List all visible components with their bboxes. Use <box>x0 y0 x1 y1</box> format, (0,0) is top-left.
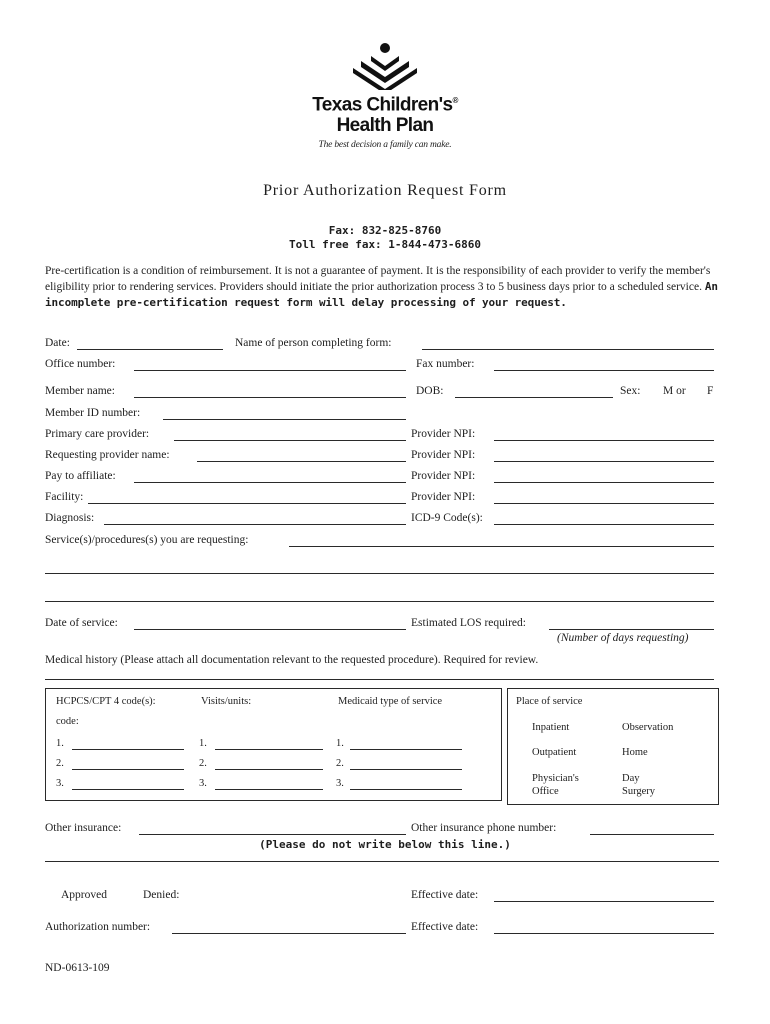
facility-field[interactable] <box>88 503 406 504</box>
pcp-npi-field[interactable] <box>494 440 714 441</box>
diagnosis-label: Diagnosis: <box>45 512 95 524</box>
hcpcs-2-field[interactable] <box>72 769 184 770</box>
requesting-npi-field[interactable] <box>494 461 714 462</box>
member-id-label: Member ID number: <box>45 407 141 419</box>
medical-history-label: Medical history (Please attach all documentation relevant to the requested procedure). Required for review. <box>45 654 539 666</box>
visits-label: Visits/units: <box>201 696 252 707</box>
medicaid-1-field[interactable] <box>350 749 462 750</box>
medicaid-1-number: 1. <box>336 738 344 749</box>
pcp-npi-label: Provider NPI: <box>411 428 476 440</box>
member-name-field[interactable] <box>134 397 406 398</box>
toll-free-fax: Toll free fax: 1-844-473-6860 <box>288 238 482 251</box>
logo-name-line1: Texas Children's® <box>312 94 458 116</box>
fax-number: Fax: 832-825-8760 <box>328 224 442 237</box>
affiliate-npi-field[interactable] <box>494 482 714 483</box>
dob-label: DOB: <box>416 385 444 397</box>
hcpcs-3-number: 3. <box>56 778 64 789</box>
medicaid-2-field[interactable] <box>350 769 462 770</box>
place-home[interactable]: Home <box>622 747 648 758</box>
hcpcs-2-number: 2. <box>56 758 64 769</box>
visits-2-field[interactable] <box>215 769 323 770</box>
place-day-line1: Day <box>622 773 640 784</box>
place-day-surgery[interactable] <box>622 772 655 798</box>
approved-option[interactable]: Approved <box>61 889 107 901</box>
hcpcs-1-number: 1. <box>56 738 64 749</box>
date-of-service-field[interactable] <box>134 629 406 630</box>
effective-date-field-2[interactable] <box>494 933 714 934</box>
sex-option-m[interactable]: M or <box>663 385 686 397</box>
facility-npi-label: Provider NPI: <box>411 491 476 503</box>
form-title: Prior Authorization Request Form <box>263 182 507 199</box>
affiliate-npi-label: Provider NPI: <box>411 470 476 482</box>
name-completing-field[interactable] <box>422 349 714 350</box>
pay-to-affiliate-label: Pay to affiliate: <box>45 470 116 482</box>
name-completing-label: Name of person completing form: <box>235 337 392 349</box>
code-label: code: <box>56 716 79 727</box>
dob-field[interactable] <box>455 397 613 398</box>
other-insurance-field[interactable] <box>139 834 406 835</box>
place-day-line2: Surgery <box>622 786 656 797</box>
fax-number-field[interactable] <box>494 370 714 371</box>
office-number-label: Office number: <box>45 358 116 370</box>
authorization-number-label: Authorization number: <box>45 921 151 933</box>
icd9-label: ICD-9 Code(s): <box>411 512 483 524</box>
requesting-provider-label: Requesting provider name: <box>45 449 170 461</box>
place-physicians-line1: Physician's <box>532 773 579 784</box>
medical-history-field[interactable] <box>45 679 714 680</box>
hcpcs-label: HCPCS/CPT 4 code(s): <box>56 696 156 707</box>
pcp-label: Primary care provider: <box>45 428 150 440</box>
effective-date-field-1[interactable] <box>494 901 714 902</box>
diagnosis-field[interactable] <box>104 524 406 525</box>
medicaid-3-field[interactable] <box>350 789 462 790</box>
place-outpatient[interactable]: Outpatient <box>532 747 577 758</box>
estimated-los-field[interactable] <box>549 629 714 630</box>
pcp-field[interactable] <box>174 440 406 441</box>
logo-tagline: The best decision a family can make. <box>318 140 452 151</box>
do-not-write-note: (Please do not write below this line.) <box>259 838 511 851</box>
intro-text: Pre-certification is a condition of reimbursement. It is not a guarantee of payment. It is the responsibility of each provider to verify the member's eligibility prior to rendering services. Providers should initiate the prior authorization process 3 to 5 business days prior to a scheduled service. <box>45 265 711 293</box>
requesting-npi-label: Provider NPI: <box>411 449 476 461</box>
other-insurance-phone-label: Other insurance phone number: <box>411 822 557 834</box>
member-id-field[interactable] <box>163 419 406 420</box>
fax-number-label: Fax number: <box>416 358 475 370</box>
office-number-field[interactable] <box>134 370 406 371</box>
visits-1-field[interactable] <box>215 749 323 750</box>
medicaid-label: Medicaid type of service <box>338 696 443 707</box>
other-insurance-phone-field[interactable] <box>590 834 714 835</box>
visits-3-number: 3. <box>199 778 207 789</box>
place-of-service-title: Place of service <box>516 696 583 707</box>
effective-date-label-2: Effective date: <box>411 921 479 933</box>
logo-mark-icon <box>345 42 425 90</box>
place-inpatient[interactable]: Inpatient <box>532 722 570 733</box>
place-observation[interactable]: Observation <box>622 722 674 733</box>
hcpcs-3-field[interactable] <box>72 789 184 790</box>
logo <box>300 42 470 150</box>
form-code: ND-0613-109 <box>45 962 110 974</box>
logo-name-line2: Health Plan <box>336 115 434 137</box>
member-name-label: Member name: <box>45 385 115 397</box>
sex-label: Sex: <box>620 385 641 397</box>
intro-paragraph <box>45 264 727 311</box>
denied-option[interactable]: Denied: <box>143 889 180 901</box>
date-of-service-label: Date of service: <box>45 617 118 629</box>
icd9-field[interactable] <box>494 524 714 525</box>
date-field[interactable] <box>77 349 223 350</box>
pay-to-affiliate-field[interactable] <box>134 482 406 483</box>
visits-2-number: 2. <box>199 758 207 769</box>
other-insurance-label: Other insurance: <box>45 822 122 834</box>
services-field-line-3[interactable] <box>45 601 714 602</box>
place-physicians-office[interactable] <box>532 772 579 798</box>
services-field[interactable] <box>289 546 714 547</box>
visits-3-field[interactable] <box>215 789 323 790</box>
sex-option-f[interactable]: F <box>707 385 714 397</box>
cut-line <box>45 861 719 862</box>
services-label: Service(s)/procedures(s) you are requesting: <box>45 534 249 546</box>
date-label: Date: <box>45 337 70 349</box>
services-field-line-2[interactable] <box>45 573 714 574</box>
estimated-los-label: Estimated LOS required: <box>411 617 526 629</box>
requesting-provider-field[interactable] <box>197 461 406 462</box>
authorization-number-field[interactable] <box>172 933 406 934</box>
place-physicians-line2: Office <box>532 786 559 797</box>
los-note: (Number of days requesting) <box>557 632 689 644</box>
medicaid-2-number: 2. <box>336 758 344 769</box>
facility-npi-field[interactable] <box>494 503 714 504</box>
intro-bold-warning: An incomplete pre-certification request form will delay processing of your request. <box>45 280 718 309</box>
facility-label: Facility: <box>45 491 84 503</box>
hcpcs-1-field[interactable] <box>72 749 184 750</box>
effective-date-label-1: Effective date: <box>411 889 479 901</box>
medicaid-3-number: 3. <box>336 778 344 789</box>
visits-1-number: 1. <box>199 738 207 749</box>
